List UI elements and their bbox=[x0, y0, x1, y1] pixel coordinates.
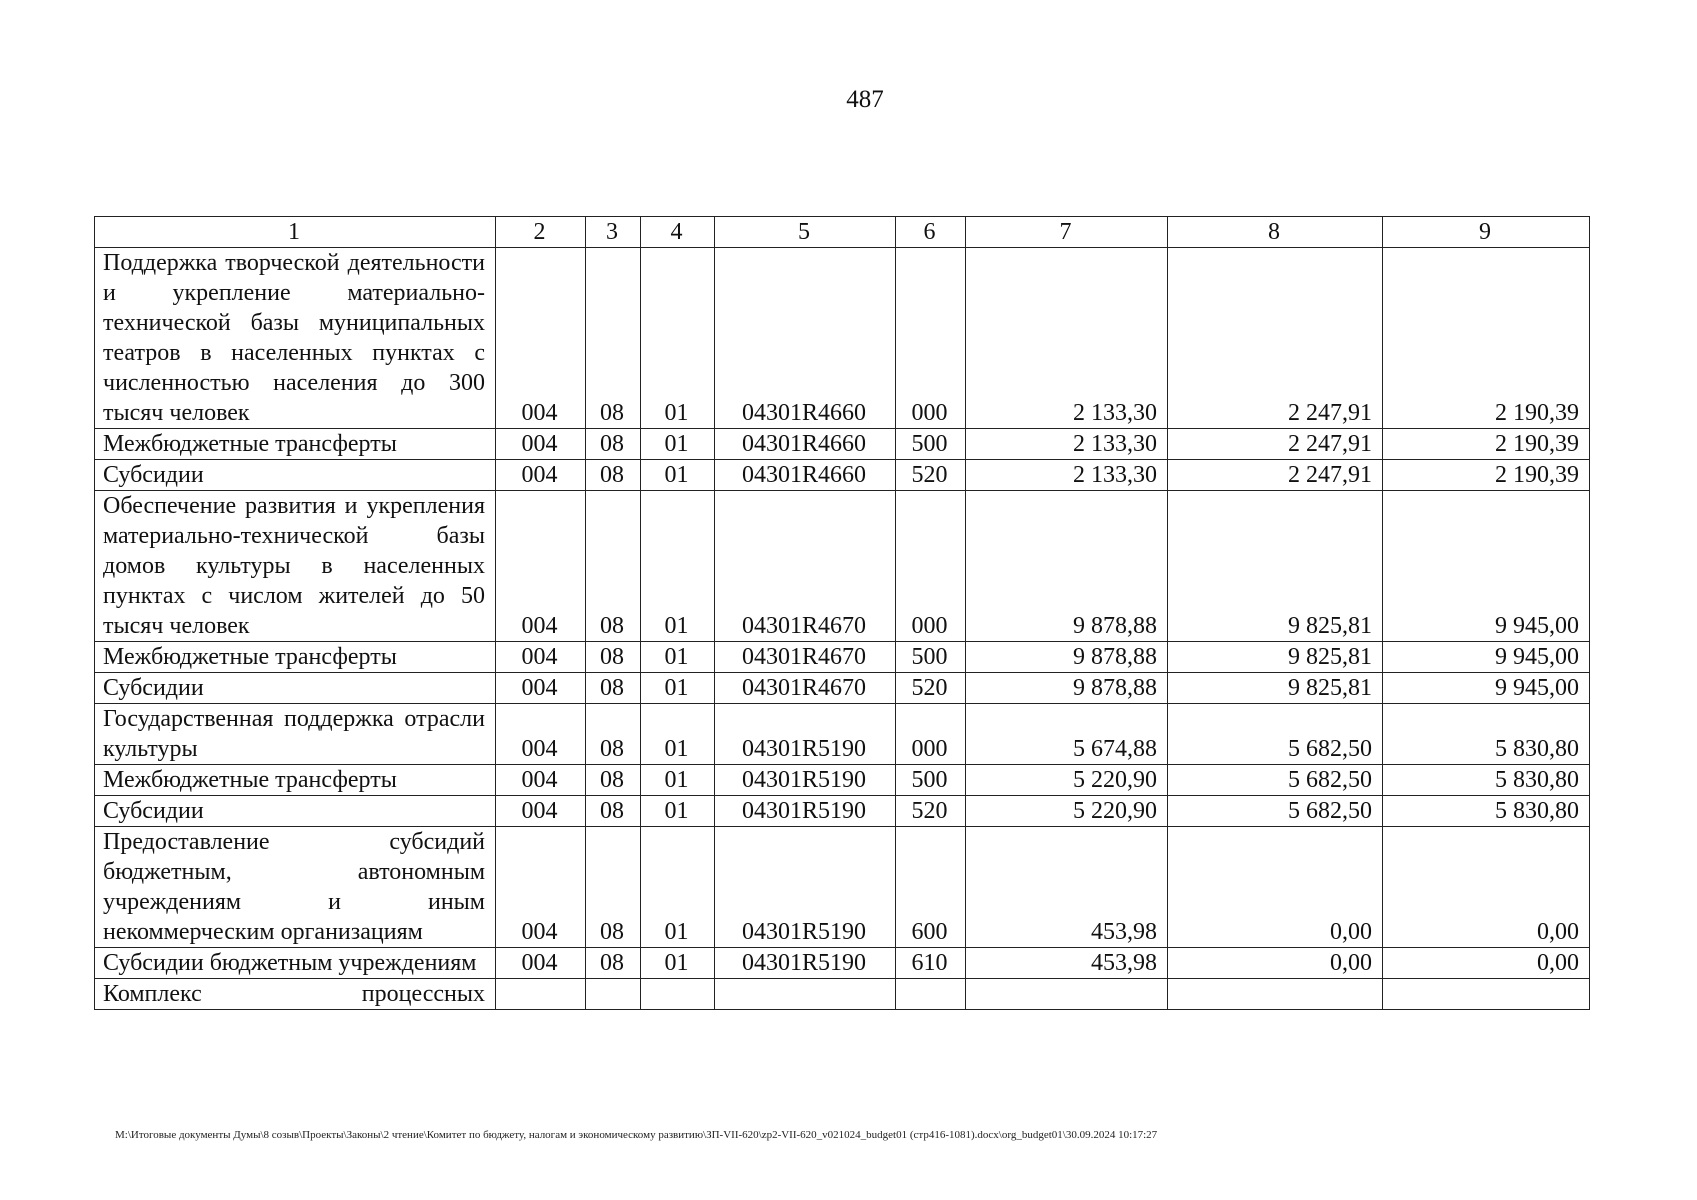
cell-subsection: 01 bbox=[641, 642, 715, 673]
cell-amount-9: 0,00 bbox=[1383, 827, 1590, 948]
cell-amount-8: 2 247,91 bbox=[1168, 429, 1383, 460]
cell-target-article: 04301R4670 bbox=[715, 491, 896, 642]
cell-amount-7: 9 878,88 bbox=[966, 642, 1168, 673]
header-cell: 8 bbox=[1168, 217, 1383, 248]
cell-expense-type bbox=[896, 979, 966, 1010]
cell-target-article: 04301R4660 bbox=[715, 429, 896, 460]
header-cell: 9 bbox=[1383, 217, 1590, 248]
cell-expense-type: 500 bbox=[896, 429, 966, 460]
cell-section: 08 bbox=[586, 642, 641, 673]
cell-expense-type: 520 bbox=[896, 673, 966, 704]
cell-subsection: 01 bbox=[641, 248, 715, 429]
cell-subsection: 01 bbox=[641, 429, 715, 460]
page-number: 487 bbox=[846, 86, 884, 113]
cell-ministry-code: 004 bbox=[496, 704, 586, 765]
header-cell: 6 bbox=[896, 217, 966, 248]
row-name: Государственная поддержка отрасли культуры bbox=[95, 704, 496, 765]
row-name: Поддержка творческой деятельности и укрепление материально-технической базы муниципальных театров в населенных пунктах с численностью населения до 300 тысяч человек bbox=[95, 248, 496, 429]
cell-subsection: 01 bbox=[641, 704, 715, 765]
cell-subsection: 01 bbox=[641, 948, 715, 979]
cell-amount-8: 0,00 bbox=[1168, 948, 1383, 979]
header-cell: 7 bbox=[966, 217, 1168, 248]
row-name: Субсидии бюджетным учреждениям bbox=[95, 948, 496, 979]
table-header-row bbox=[95, 217, 1590, 248]
cell-amount-9: 5 830,80 bbox=[1383, 704, 1590, 765]
cell-expense-type: 000 bbox=[896, 704, 966, 765]
cell-target-article: 04301R5190 bbox=[715, 796, 896, 827]
cell-subsection bbox=[641, 979, 715, 1010]
cell-section bbox=[586, 979, 641, 1010]
cell-ministry-code: 004 bbox=[496, 765, 586, 796]
cell-subsection: 01 bbox=[641, 491, 715, 642]
cell-expense-type: 500 bbox=[896, 642, 966, 673]
cell-ministry-code: 004 bbox=[496, 642, 586, 673]
cell-amount-8 bbox=[1168, 979, 1383, 1010]
row-name: Субсидии bbox=[95, 796, 496, 827]
cell-amount-7: 453,98 bbox=[966, 827, 1168, 948]
cell-amount-9: 9 945,00 bbox=[1383, 642, 1590, 673]
cell-expense-type: 600 bbox=[896, 827, 966, 948]
cell-amount-7: 5 674,88 bbox=[966, 704, 1168, 765]
cell-amount-9: 5 830,80 bbox=[1383, 796, 1590, 827]
cell-amount-9: 5 830,80 bbox=[1383, 765, 1590, 796]
document-path-footer: M:\Итоговые документы Думы\8 созыв\Проекты\Законы\2 чтение\Комитет по бюджету, налогам и экономическому развитию\ЗП-VII-620\zp2-VII-620_v021024_budget01 (стр416-1081).docx\org_budget01\30.09.2024 10:17:27 bbox=[115, 1129, 1158, 1141]
header-cell: 5 bbox=[715, 217, 896, 248]
cell-section: 08 bbox=[586, 827, 641, 948]
cell-target-article: 04301R5190 bbox=[715, 948, 896, 979]
cell-ministry-code: 004 bbox=[496, 491, 586, 642]
cell-amount-7: 9 878,88 bbox=[966, 673, 1168, 704]
cell-subsection: 01 bbox=[641, 796, 715, 827]
cell-ministry-code: 004 bbox=[496, 948, 586, 979]
header-cell: 3 bbox=[586, 217, 641, 248]
cell-amount-8: 2 247,91 bbox=[1168, 248, 1383, 429]
cell-amount-9: 2 190,39 bbox=[1383, 429, 1590, 460]
cell-target-article: 04301R4660 bbox=[715, 248, 896, 429]
cell-amount-9 bbox=[1383, 979, 1590, 1010]
cell-expense-type: 000 bbox=[896, 491, 966, 642]
cell-amount-7: 5 220,90 bbox=[966, 796, 1168, 827]
cell-expense-type: 610 bbox=[896, 948, 966, 979]
cell-subsection: 01 bbox=[641, 765, 715, 796]
table-row bbox=[95, 765, 1590, 796]
cell-amount-9: 9 945,00 bbox=[1383, 491, 1590, 642]
cell-section: 08 bbox=[586, 673, 641, 704]
cell-amount-7 bbox=[966, 979, 1168, 1010]
cell-amount-8: 9 825,81 bbox=[1168, 673, 1383, 704]
table-row bbox=[95, 827, 1590, 948]
cell-ministry-code: 004 bbox=[496, 673, 586, 704]
cell-amount-8: 9 825,81 bbox=[1168, 491, 1383, 642]
cell-amount-7: 2 133,30 bbox=[966, 429, 1168, 460]
cell-section: 08 bbox=[586, 765, 641, 796]
cell-amount-7: 2 133,30 bbox=[966, 460, 1168, 491]
header-cell: 2 bbox=[496, 217, 586, 248]
cell-amount-7: 2 133,30 bbox=[966, 248, 1168, 429]
cell-amount-9: 9 945,00 bbox=[1383, 673, 1590, 704]
cell-amount-8: 5 682,50 bbox=[1168, 704, 1383, 765]
table-row bbox=[95, 673, 1590, 704]
cell-section: 08 bbox=[586, 796, 641, 827]
cell-target-article: 04301R5190 bbox=[715, 827, 896, 948]
cell-ministry-code: 004 bbox=[496, 248, 586, 429]
cell-section: 08 bbox=[586, 948, 641, 979]
cell-target-article bbox=[715, 979, 896, 1010]
row-name: Предоставление субсидий бюджетным, автономным учреждениям и иным некоммерческим организациям bbox=[95, 827, 496, 948]
cell-subsection: 01 bbox=[641, 673, 715, 704]
table-row bbox=[95, 948, 1590, 979]
cell-expense-type: 500 bbox=[896, 765, 966, 796]
cell-target-article: 04301R5190 bbox=[715, 765, 896, 796]
cell-amount-7: 453,98 bbox=[966, 948, 1168, 979]
cell-ministry-code: 004 bbox=[496, 796, 586, 827]
cell-subsection: 01 bbox=[641, 827, 715, 948]
cell-subsection: 01 bbox=[641, 460, 715, 491]
cell-ministry-code bbox=[496, 979, 586, 1010]
cell-section: 08 bbox=[586, 429, 641, 460]
cell-ministry-code: 004 bbox=[496, 460, 586, 491]
table-row bbox=[95, 491, 1590, 642]
row-name: Межбюджетные трансферты bbox=[95, 765, 496, 796]
cell-amount-8: 2 247,91 bbox=[1168, 460, 1383, 491]
header-cell: 4 bbox=[641, 217, 715, 248]
budget-table bbox=[94, 216, 1590, 1010]
cell-section: 08 bbox=[586, 491, 641, 642]
cell-expense-type: 000 bbox=[896, 248, 966, 429]
table-row bbox=[95, 460, 1590, 491]
cell-section: 08 bbox=[586, 460, 641, 491]
cell-amount-9: 0,00 bbox=[1383, 948, 1590, 979]
cell-section: 08 bbox=[586, 704, 641, 765]
cell-amount-8: 9 825,81 bbox=[1168, 642, 1383, 673]
cell-section: 08 bbox=[586, 248, 641, 429]
cell-target-article: 04301R4670 bbox=[715, 642, 896, 673]
table-row bbox=[95, 248, 1590, 429]
cell-amount-8: 0,00 bbox=[1168, 827, 1383, 948]
cell-target-article: 04301R4670 bbox=[715, 673, 896, 704]
cell-amount-7: 5 220,90 bbox=[966, 765, 1168, 796]
header-cell: 1 bbox=[95, 217, 496, 248]
cell-amount-9: 2 190,39 bbox=[1383, 248, 1590, 429]
cell-expense-type: 520 bbox=[896, 796, 966, 827]
row-name: Межбюджетные трансферты bbox=[95, 429, 496, 460]
row-name: Комплекс процессных bbox=[95, 979, 496, 1010]
table-row bbox=[95, 704, 1590, 765]
cell-amount-8: 5 682,50 bbox=[1168, 765, 1383, 796]
cell-amount-8: 5 682,50 bbox=[1168, 796, 1383, 827]
row-name: Межбюджетные трансферты bbox=[95, 642, 496, 673]
row-name: Субсидии bbox=[95, 460, 496, 491]
row-name: Субсидии bbox=[95, 673, 496, 704]
row-name: Обеспечение развития и укрепления материально-технической базы домов культуры в населенных пунктах с числом жителей до 50 тысяч человек bbox=[95, 491, 496, 642]
cell-expense-type: 520 bbox=[896, 460, 966, 491]
table-row bbox=[95, 642, 1590, 673]
table-row bbox=[95, 429, 1590, 460]
cell-amount-7: 9 878,88 bbox=[966, 491, 1168, 642]
cell-target-article: 04301R4660 bbox=[715, 460, 896, 491]
table-row bbox=[95, 979, 1590, 1010]
cell-target-article: 04301R5190 bbox=[715, 704, 896, 765]
cell-ministry-code: 004 bbox=[496, 827, 586, 948]
table-row bbox=[95, 796, 1590, 827]
cell-amount-9: 2 190,39 bbox=[1383, 460, 1590, 491]
cell-ministry-code: 004 bbox=[496, 429, 586, 460]
